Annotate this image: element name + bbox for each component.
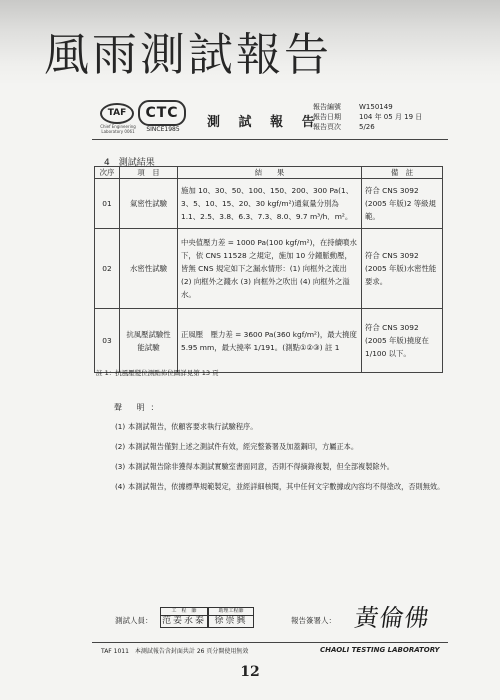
assistant-engineer-stamp: [208, 607, 254, 628]
table-footnote: 註 1：抗風壓變位測點佈位圖詳見第 13 頁: [96, 369, 219, 377]
row-note: 符合 CNS 3092 (2005 年版)撓度在 1/100 以下。: [362, 309, 443, 373]
tester-label: 測試人員：: [115, 616, 153, 625]
declaration-item-text: 本測試報告，依據標準規範製定，並經詳細核閱，其中任何文字數據或內容均不得塗改，否則無效。: [128, 482, 445, 491]
col-header-result: 結 果: [178, 167, 362, 179]
section-title: 4 測試結果: [104, 158, 155, 168]
declaration-list: [115, 420, 445, 500]
report-page-row: [313, 122, 422, 132]
row-no: 02: [95, 229, 120, 309]
declaration-item-text: 本測試報告，依顧客要求執行試驗程序。: [128, 422, 258, 431]
col-header-no: 次序: [95, 167, 120, 179]
row-note: 符合 CNS 3092 (2005 年版)2 等級規範。: [362, 179, 443, 229]
ctc-logo: CTC: [138, 100, 186, 126]
taf-logo-caption: Chief Engineering Laboratory 0061: [100, 124, 136, 134]
engineer-stamp: [160, 607, 208, 628]
col-header-note: 備 註: [362, 167, 443, 179]
results-table: [94, 166, 443, 373]
row-no: 03: [95, 309, 120, 373]
report-number-label: 報告編號: [313, 103, 341, 111]
handwritten-signature: 黃倫佛: [352, 604, 432, 632]
report-meta: [313, 102, 422, 132]
report-number-value: W150149: [359, 103, 393, 111]
declaration-item-number: (2): [115, 442, 126, 451]
engineer-stamp-name: 范姜永泰: [161, 616, 206, 626]
footer-divider: [92, 642, 448, 643]
declaration-item: [115, 440, 445, 453]
assistant-engineer-stamp-title: 助理工程師: [218, 608, 244, 614]
taf-logo: TAF: [100, 103, 134, 124]
declaration-item-text: 本測試報告除非獲得本測試實驗室書面同意，否則不得摘錄複製，但全部複製除外。: [128, 462, 394, 471]
signer-label: 報告簽署人：: [291, 616, 336, 625]
row-item: 水密性試驗: [120, 229, 178, 309]
row-item: 氣密性試驗: [120, 179, 178, 229]
footer-form-notice: TAF 1011 本測試報告含封面共計 26 頁分開使用無效: [101, 648, 249, 655]
declaration-item: [115, 480, 445, 493]
row-result: 正風壓 壓力差 = 3600 Pa(360 kgf/m²)，最大撓度 5.95 mm，最大撓率 1/191。(測點①②③) 註 1: [178, 309, 362, 373]
ctc-since-label: SINCE1985: [146, 126, 180, 133]
footer-lab-name: CHAOLI TESTING LABORATORY: [320, 646, 440, 654]
report-page-value: 5/26: [359, 123, 375, 131]
declaration-item: [115, 460, 445, 473]
row-result: 施加 10、30、50、100、150、200、300 Pa(1、3、5、10、15、20、30 kgf/m²)通氣量分別為 1.1、2.5、3.8、6.3、7.3、8.0、9.7 m³/h．m²。: [178, 179, 362, 229]
declaration-item-text: 本測試報告僅對上述之測試件有效，經完整簽署及加蓋鋼印，方屬正本。: [128, 442, 359, 451]
assistant-engineer-stamp-name: 徐崇興: [209, 615, 253, 627]
engineer-stamp-title: 工 程 師: [171, 608, 197, 614]
table-row: [95, 179, 443, 229]
declaration-title: 聲 明：: [114, 403, 165, 412]
declaration-item-number: (4): [115, 482, 126, 491]
row-result: 中央值壓力差 = 1000 Pa(100 kgf/m²)，在持續噴水下，依 CNS 11528 之規定，施加 10 分鐘脈動壓，皆無 CNS 規定如下之漏水情形：(1) 向框外之流出 (2) 向框外之濺水 (3) 向框外之吹出 (4) 向框外之溢水。: [178, 229, 362, 309]
col-header-item: 項 目: [120, 167, 178, 179]
report-date-row: [313, 112, 422, 122]
declaration-item-number: (3): [115, 462, 126, 471]
report-banner-title: 風雨測試報告: [44, 28, 333, 81]
report-date-label: 報告日期: [313, 113, 341, 121]
table-header-row: [95, 167, 443, 179]
row-item: 抗風壓試驗性能試驗: [120, 309, 178, 373]
table-row: [95, 309, 443, 373]
report-page-label: 報告頁次: [313, 123, 341, 131]
report-number-row: [313, 102, 422, 112]
declaration-item: [115, 420, 445, 433]
row-no: 01: [95, 179, 120, 229]
header-divider: [92, 139, 448, 140]
declaration-item-number: (1): [115, 422, 126, 431]
page-number: 12: [240, 664, 260, 680]
row-note: 符合 CNS 3092 (2005 年版)水密性能要求。: [362, 229, 443, 309]
table-row: [95, 229, 443, 309]
report-date-value: 104 年 05 月 19 日: [359, 113, 423, 121]
document-title: 測 試 報 告: [207, 115, 322, 130]
